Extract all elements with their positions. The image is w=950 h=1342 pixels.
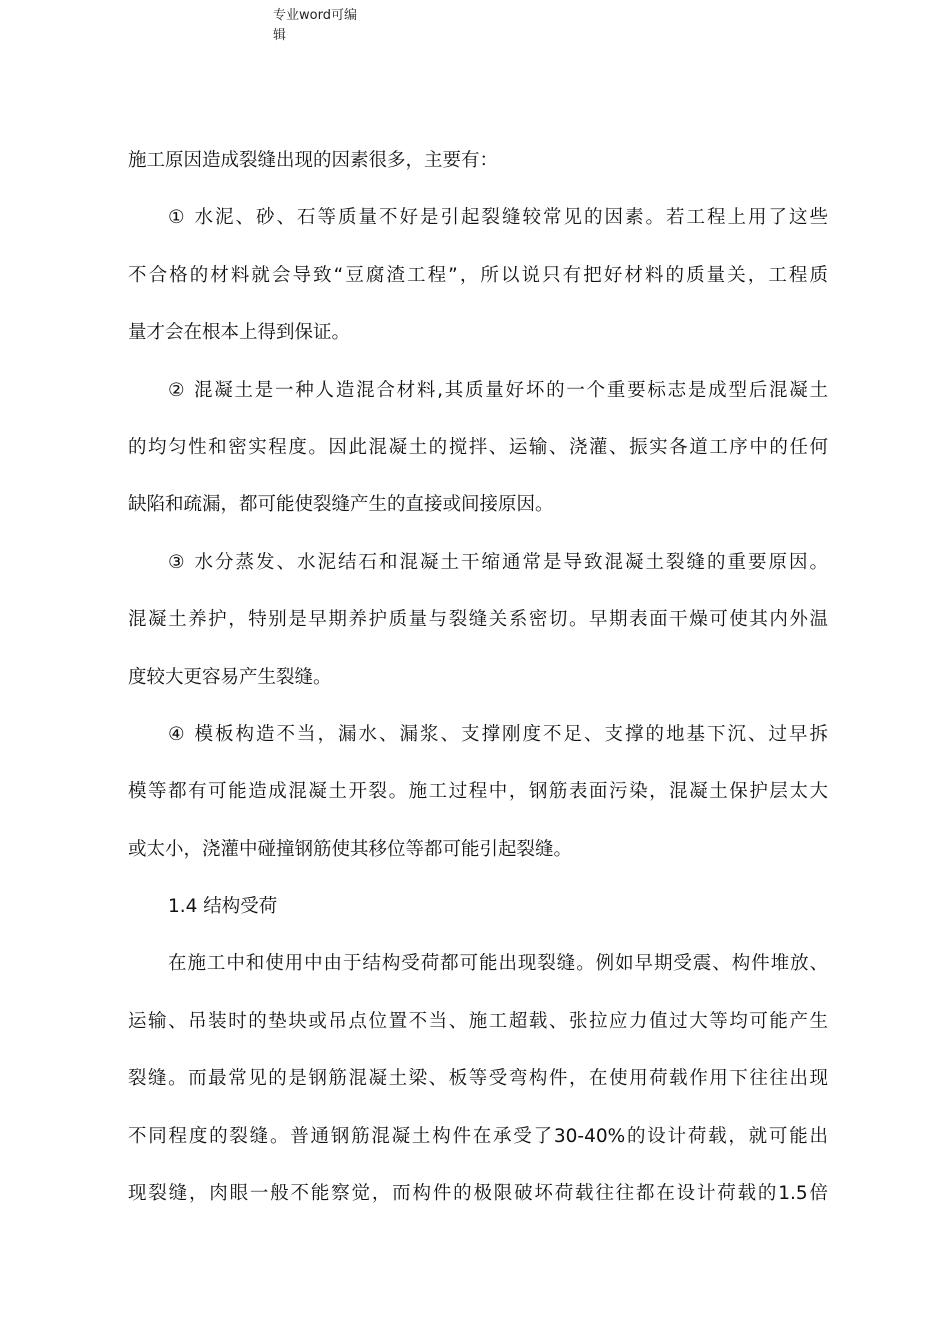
- text-line: 量才会在根本上得到保证。: [128, 322, 351, 344]
- text-line: 施工原因造成裂缝出现的因素很多，主要有：: [128, 150, 499, 171]
- text-line: 的均匀性和密实程度。因此混凝土的搅拌、运输、浇灌、振实各道工序中的任何: [128, 436, 828, 458]
- text-line: ① 水泥、砂、石等质量不好是引起裂缝较常见的因素。若工程上用了这些: [168, 207, 828, 229]
- section-heading: 1.4 结构受荷: [168, 896, 278, 918]
- page-header: [273, 6, 393, 46]
- text-line: 运输、吊装时的垫块或吊点位置不当、施工超载、张拉应力值过大等均可能产生: [128, 1010, 828, 1032]
- text-line: 度较大更容易产生裂缝。: [128, 666, 332, 688]
- text-line: 不同程度的裂缝。普通钢筋混凝土构件在承受了30-40%的设计荷载，就可能出: [128, 1125, 828, 1147]
- text-line: 在施工中和使用中由于结构受荷都可能出现裂缝。例如早期受震、构件堆放、: [168, 953, 828, 975]
- text-line: ④ 模板构造不当，漏水、漏浆、支撑刚度不足、支撑的地基下沉、过早拆: [168, 723, 828, 745]
- text-line: 模等都有可能造成混凝土开裂。施工过程中，钢筋表面污染，混凝土保护层太大: [128, 781, 828, 803]
- text-line: 混凝土养护，特别是早期养护质量与裂缝关系密切。早期表面干燥可使其内外温: [128, 609, 828, 631]
- text-line: 不合格的材料就会导致“豆腐渣工程”，所以说只有把好材料的质量关，工程质: [128, 264, 828, 286]
- text-line: 裂缝。而最常见的是钢筋混凝土梁、板等受弯构件，在使用荷载作用下往往出现: [128, 1068, 828, 1090]
- document-body: [128, 132, 828, 1222]
- header-line-1: 专业word可编: [273, 8, 357, 23]
- text-line: ② 混凝土是一种人造混合材料,其质量好坏的一个重要标志是成型后混凝土: [168, 379, 828, 401]
- text-line: 缺陷和疏漏，都可能使裂缝产生的直接或间接原因。: [128, 494, 554, 516]
- header-line-2: 辑: [273, 28, 287, 43]
- text-line: ③ 水分蒸发、水泥结石和混凝土干缩通常是导致混凝土裂缝的重要原因。: [168, 551, 828, 573]
- text-line: 现裂缝，肉眼一般不能察觉，而构件的极限破坏荷载往往都在设计荷载的1.5倍: [128, 1183, 828, 1205]
- text-line: 或太小，浇灌中碰撞钢筋使其移位等都可能引起裂缝。: [128, 838, 573, 860]
